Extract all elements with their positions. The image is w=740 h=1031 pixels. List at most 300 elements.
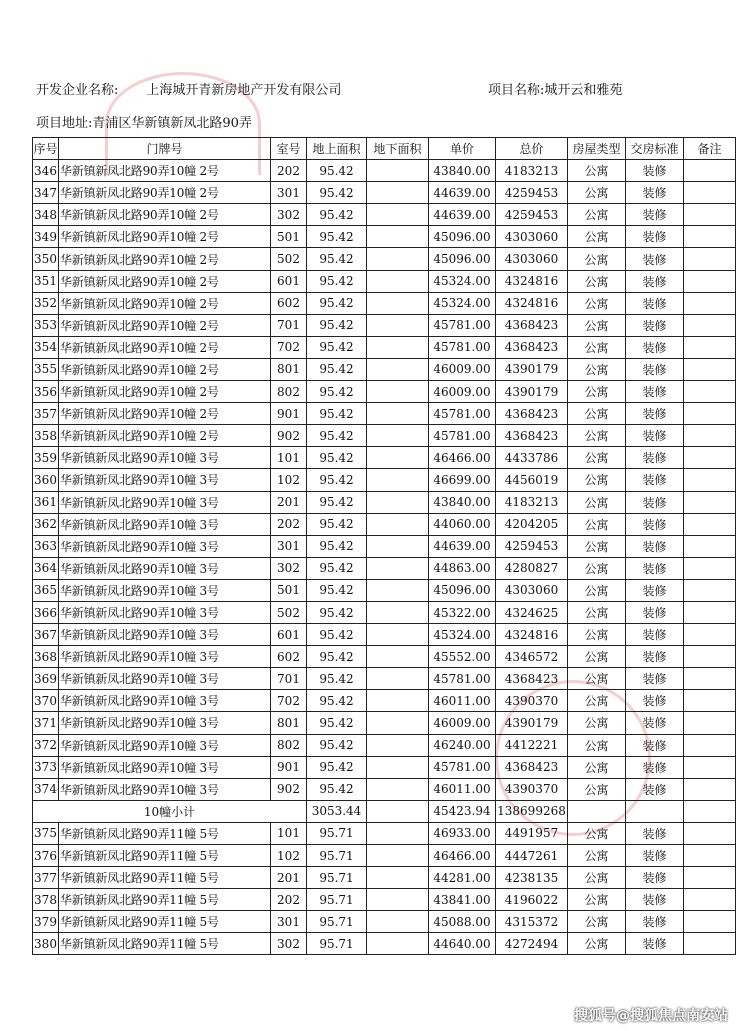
table-row <box>33 447 736 469</box>
cell-no: 364 <box>33 557 59 579</box>
cell-price: 46699.00 <box>429 469 496 491</box>
table-row <box>33 579 736 601</box>
cell-under <box>367 270 429 292</box>
table-row <box>33 712 736 734</box>
cell-area: 95.42 <box>307 646 367 668</box>
cell-under <box>367 712 429 734</box>
cell-area: 95.42 <box>307 557 367 579</box>
table-row <box>33 358 736 380</box>
cell-under <box>367 425 429 447</box>
project-value: 城开云和雅苑 <box>544 83 623 98</box>
cell-note <box>684 601 736 623</box>
cell-under <box>367 381 429 403</box>
cell-area: 95.42 <box>307 160 367 182</box>
cell-note <box>684 381 736 403</box>
table-row <box>33 933 736 955</box>
table-header-row <box>33 138 736 160</box>
cell-room: 901 <box>271 403 307 425</box>
cell-price: 45781.00 <box>429 756 496 778</box>
cell-room: 802 <box>271 734 307 756</box>
cell-no: 377 <box>33 867 59 889</box>
cell-std: 装修 <box>626 889 684 911</box>
cell-area: 95.42 <box>307 579 367 601</box>
cell-note <box>684 270 736 292</box>
cell-room: 201 <box>271 491 307 513</box>
subtotal-row <box>33 800 736 822</box>
cell-std: 装修 <box>626 822 684 844</box>
cell-no: 355 <box>33 358 59 380</box>
cell-addr: 华新镇新凤北路90弄11幢 5号 <box>59 867 271 889</box>
cell-type: 公寓 <box>568 469 626 491</box>
cell-room: 502 <box>271 601 307 623</box>
cell-total: 4324625 <box>496 601 568 623</box>
cell-total: 4346572 <box>496 646 568 668</box>
table-row <box>33 226 736 248</box>
cell-type: 公寓 <box>568 226 626 248</box>
cell-total: 4324816 <box>496 270 568 292</box>
cell-std: 装修 <box>626 646 684 668</box>
cell-std: 装修 <box>626 358 684 380</box>
table-row <box>33 425 736 447</box>
cell-area: 95.42 <box>307 226 367 248</box>
cell-under <box>367 248 429 270</box>
cell-price: 45781.00 <box>429 403 496 425</box>
cell-type: 公寓 <box>568 513 626 535</box>
cell-area: 95.42 <box>307 381 367 403</box>
cell-area: 95.42 <box>307 403 367 425</box>
cell-no: 368 <box>33 646 59 668</box>
table-row <box>33 734 736 756</box>
cell-total: 4447261 <box>496 845 568 867</box>
cell-price: 45324.00 <box>429 624 496 646</box>
cell-price: 45781.00 <box>429 336 496 358</box>
cell-under <box>367 624 429 646</box>
cell-under <box>367 491 429 513</box>
cell-room: 201 <box>271 867 307 889</box>
cell-note <box>684 734 736 756</box>
cell-price: 46466.00 <box>429 447 496 469</box>
cell-note <box>684 469 736 491</box>
cell-area: 95.42 <box>307 513 367 535</box>
cell-total: 4303060 <box>496 579 568 601</box>
cell-price: 44281.00 <box>429 867 496 889</box>
table-row <box>33 292 736 314</box>
cell-no: 357 <box>33 403 59 425</box>
cell-price: 45096.00 <box>429 226 496 248</box>
cell-std: 装修 <box>626 182 684 204</box>
cell-total: 4303060 <box>496 248 568 270</box>
cell-std: 装修 <box>626 226 684 248</box>
cell-room: 101 <box>271 447 307 469</box>
cell-room: 902 <box>271 778 307 800</box>
cell-under <box>367 668 429 690</box>
cell-price: 46240.00 <box>429 734 496 756</box>
cell-no: 369 <box>33 668 59 690</box>
cell-std: 装修 <box>626 579 684 601</box>
subtotal-total: 138699268 <box>496 800 568 822</box>
cell-room: 202 <box>271 513 307 535</box>
cell-note <box>684 911 736 933</box>
subtotal-label: 10幢小计 <box>33 800 307 822</box>
cell-note <box>684 646 736 668</box>
cell-under <box>367 292 429 314</box>
cell-price: 43841.00 <box>429 889 496 911</box>
cell-total: 4280827 <box>496 557 568 579</box>
cell-no: 346 <box>33 160 59 182</box>
cell-no: 353 <box>33 314 59 336</box>
subtotal-note <box>684 800 736 822</box>
cell-no: 379 <box>33 911 59 933</box>
cell-under <box>367 734 429 756</box>
cell-type: 公寓 <box>568 314 626 336</box>
cell-no: 366 <box>33 601 59 623</box>
cell-price: 46011.00 <box>429 690 496 712</box>
cell-under <box>367 601 429 623</box>
cell-note <box>684 425 736 447</box>
cell-note <box>684 160 736 182</box>
cell-no: 356 <box>33 381 59 403</box>
cell-price: 44640.00 <box>429 933 496 955</box>
cell-area: 95.42 <box>307 491 367 513</box>
cell-note <box>684 447 736 469</box>
cell-addr: 华新镇新凤北路90弄10幢 3号 <box>59 668 271 690</box>
cell-area: 95.42 <box>307 690 367 712</box>
cell-std: 装修 <box>626 314 684 336</box>
cell-note <box>684 204 736 226</box>
cell-note <box>684 579 736 601</box>
cell-type: 公寓 <box>568 270 626 292</box>
cell-area: 95.42 <box>307 248 367 270</box>
cell-type: 公寓 <box>568 336 626 358</box>
cell-area: 95.42 <box>307 292 367 314</box>
cell-type: 公寓 <box>568 624 626 646</box>
address-label: 项目地址: <box>36 116 93 131</box>
cell-total: 4390370 <box>496 690 568 712</box>
cell-type: 公寓 <box>568 911 626 933</box>
cell-room: 301 <box>271 911 307 933</box>
cell-price: 44863.00 <box>429 557 496 579</box>
cell-no: 365 <box>33 579 59 601</box>
cell-no: 363 <box>33 535 59 557</box>
cell-total: 4390370 <box>496 778 568 800</box>
cell-room: 302 <box>271 557 307 579</box>
cell-addr: 华新镇新凤北路90弄10幢 3号 <box>59 513 271 535</box>
cell-under <box>367 204 429 226</box>
cell-addr: 华新镇新凤北路90弄10幢 2号 <box>59 403 271 425</box>
column-header: 序号 <box>33 138 59 160</box>
cell-addr: 华新镇新凤北路90弄10幢 3号 <box>59 756 271 778</box>
cell-room: 302 <box>271 204 307 226</box>
cell-no: 367 <box>33 624 59 646</box>
cell-type: 公寓 <box>568 690 626 712</box>
cell-total: 4491957 <box>496 822 568 844</box>
cell-no: 370 <box>33 690 59 712</box>
cell-type: 公寓 <box>568 491 626 513</box>
cell-no: 354 <box>33 336 59 358</box>
cell-type: 公寓 <box>568 601 626 623</box>
cell-note <box>684 822 736 844</box>
cell-room: 902 <box>271 425 307 447</box>
table-body <box>33 160 736 955</box>
cell-type: 公寓 <box>568 579 626 601</box>
cell-under <box>367 535 429 557</box>
cell-room: 301 <box>271 182 307 204</box>
cell-room: 601 <box>271 624 307 646</box>
cell-under <box>367 822 429 844</box>
cell-under <box>367 867 429 889</box>
table-row <box>33 336 736 358</box>
column-header: 地下面积 <box>367 138 429 160</box>
project-label: 项目名称: <box>488 83 545 98</box>
cell-std: 装修 <box>626 425 684 447</box>
cell-std: 装修 <box>626 248 684 270</box>
cell-type: 公寓 <box>568 381 626 403</box>
developer-value: 上海城开青新房地产开发有限公司 <box>146 83 342 98</box>
cell-total: 4324816 <box>496 624 568 646</box>
cell-note <box>684 336 736 358</box>
cell-room: 602 <box>271 646 307 668</box>
cell-addr: 华新镇新凤北路90弄10幢 2号 <box>59 160 271 182</box>
cell-note <box>684 778 736 800</box>
cell-under <box>367 889 429 911</box>
cell-addr: 华新镇新凤北路90弄11幢 5号 <box>59 933 271 955</box>
cell-std: 装修 <box>626 778 684 800</box>
cell-price: 45322.00 <box>429 601 496 623</box>
cell-price: 46466.00 <box>429 845 496 867</box>
cell-type: 公寓 <box>568 248 626 270</box>
cell-std: 装修 <box>626 867 684 889</box>
cell-price: 45324.00 <box>429 292 496 314</box>
cell-area: 95.42 <box>307 756 367 778</box>
cell-addr: 华新镇新凤北路90弄10幢 3号 <box>59 712 271 734</box>
cell-std: 装修 <box>626 403 684 425</box>
cell-total: 4456019 <box>496 469 568 491</box>
cell-price: 45096.00 <box>429 579 496 601</box>
cell-no: 376 <box>33 845 59 867</box>
cell-type: 公寓 <box>568 845 626 867</box>
cell-type: 公寓 <box>568 535 626 557</box>
table-row <box>33 756 736 778</box>
cell-note <box>684 557 736 579</box>
cell-price: 46009.00 <box>429 381 496 403</box>
cell-type: 公寓 <box>568 734 626 756</box>
cell-no: 373 <box>33 756 59 778</box>
cell-no: 359 <box>33 447 59 469</box>
cell-room: 202 <box>271 889 307 911</box>
cell-room: 501 <box>271 579 307 601</box>
cell-addr: 华新镇新凤北路90弄10幢 2号 <box>59 226 271 248</box>
table-row <box>33 270 736 292</box>
column-header: 总价 <box>496 138 568 160</box>
cell-room: 101 <box>271 822 307 844</box>
cell-area: 95.42 <box>307 734 367 756</box>
cell-std: 装修 <box>626 270 684 292</box>
cell-price: 45096.00 <box>429 248 496 270</box>
cell-no: 350 <box>33 248 59 270</box>
cell-addr: 华新镇新凤北路90弄10幢 2号 <box>59 381 271 403</box>
cell-addr: 华新镇新凤北路90弄10幢 3号 <box>59 535 271 557</box>
cell-addr: 华新镇新凤北路90弄10幢 3号 <box>59 601 271 623</box>
cell-no: 351 <box>33 270 59 292</box>
cell-std: 装修 <box>626 160 684 182</box>
cell-area: 95.42 <box>307 204 367 226</box>
cell-price: 46011.00 <box>429 778 496 800</box>
cell-total: 4315372 <box>496 911 568 933</box>
cell-note <box>684 624 736 646</box>
cell-total: 4324816 <box>496 292 568 314</box>
cell-addr: 华新镇新凤北路90弄10幢 2号 <box>59 204 271 226</box>
cell-under <box>367 182 429 204</box>
cell-area: 95.42 <box>307 425 367 447</box>
cell-std: 装修 <box>626 911 684 933</box>
cell-type: 公寓 <box>568 292 626 314</box>
cell-type: 公寓 <box>568 889 626 911</box>
cell-note <box>684 513 736 535</box>
cell-type: 公寓 <box>568 447 626 469</box>
cell-no: 362 <box>33 513 59 535</box>
address-value: 青浦区华新镇新凤北路90弄 <box>92 116 252 131</box>
cell-addr: 华新镇新凤北路90弄11幢 5号 <box>59 911 271 933</box>
cell-addr: 华新镇新凤北路90弄10幢 2号 <box>59 336 271 358</box>
table-row <box>33 513 736 535</box>
cell-total: 4390179 <box>496 712 568 734</box>
table-row <box>33 668 736 690</box>
cell-note <box>684 535 736 557</box>
cell-room: 701 <box>271 314 307 336</box>
project-line <box>488 79 622 98</box>
cell-no: 358 <box>33 425 59 447</box>
cell-room: 502 <box>271 248 307 270</box>
table-row <box>33 204 736 226</box>
cell-type: 公寓 <box>568 358 626 380</box>
developer-line <box>36 79 341 98</box>
cell-total: 4368423 <box>496 403 568 425</box>
cell-area: 95.71 <box>307 889 367 911</box>
cell-total: 4368423 <box>496 425 568 447</box>
cell-addr: 华新镇新凤北路90弄10幢 3号 <box>59 557 271 579</box>
cell-total: 4183213 <box>496 491 568 513</box>
cell-under <box>367 358 429 380</box>
cell-no: 372 <box>33 734 59 756</box>
cell-std: 装修 <box>626 712 684 734</box>
column-header: 门牌号 <box>59 138 271 160</box>
cell-addr: 华新镇新凤北路90弄10幢 2号 <box>59 314 271 336</box>
subtotal-type <box>568 800 626 822</box>
cell-total: 4368423 <box>496 668 568 690</box>
cell-std: 装修 <box>626 557 684 579</box>
cell-type: 公寓 <box>568 160 626 182</box>
cell-total: 4368423 <box>496 314 568 336</box>
cell-note <box>684 712 736 734</box>
cell-area: 95.71 <box>307 822 367 844</box>
table-row <box>33 381 736 403</box>
cell-no: 375 <box>33 822 59 844</box>
address-line <box>36 112 252 131</box>
cell-price: 46009.00 <box>429 712 496 734</box>
table-row <box>33 535 736 557</box>
cell-total: 4390179 <box>496 381 568 403</box>
cell-type: 公寓 <box>568 933 626 955</box>
cell-addr: 华新镇新凤北路90弄10幢 3号 <box>59 447 271 469</box>
cell-no: 360 <box>33 469 59 491</box>
cell-area: 95.42 <box>307 469 367 491</box>
cell-note <box>684 845 736 867</box>
cell-under <box>367 933 429 955</box>
cell-no: 349 <box>33 226 59 248</box>
table-row <box>33 911 736 933</box>
cell-note <box>684 358 736 380</box>
cell-no: 348 <box>33 204 59 226</box>
table-row <box>33 624 736 646</box>
cell-room: 801 <box>271 712 307 734</box>
cell-total: 4433786 <box>496 447 568 469</box>
table-row <box>33 248 736 270</box>
cell-addr: 华新镇新凤北路90弄10幢 3号 <box>59 778 271 800</box>
cell-price: 45552.00 <box>429 646 496 668</box>
cell-note <box>684 668 736 690</box>
cell-no: 374 <box>33 778 59 800</box>
cell-room: 702 <box>271 690 307 712</box>
cell-total: 4259453 <box>496 204 568 226</box>
cell-std: 装修 <box>626 292 684 314</box>
cell-total: 4259453 <box>496 535 568 557</box>
cell-price: 45088.00 <box>429 911 496 933</box>
cell-price: 44639.00 <box>429 204 496 226</box>
cell-total: 4368423 <box>496 336 568 358</box>
cell-type: 公寓 <box>568 778 626 800</box>
cell-type: 公寓 <box>568 646 626 668</box>
cell-under <box>367 314 429 336</box>
cell-room: 601 <box>271 270 307 292</box>
price-table <box>32 137 736 955</box>
cell-total: 4204205 <box>496 513 568 535</box>
cell-total: 4368423 <box>496 756 568 778</box>
subtotal-std <box>626 800 684 822</box>
cell-std: 装修 <box>626 491 684 513</box>
cell-under <box>367 778 429 800</box>
cell-std: 装修 <box>626 933 684 955</box>
cell-std: 装修 <box>626 381 684 403</box>
subtotal-area: 3053.44 <box>307 800 367 822</box>
cell-under <box>367 336 429 358</box>
cell-std: 装修 <box>626 447 684 469</box>
cell-type: 公寓 <box>568 204 626 226</box>
column-header: 备注 <box>684 138 736 160</box>
table-row <box>33 646 736 668</box>
table-row <box>33 601 736 623</box>
cell-room: 501 <box>271 226 307 248</box>
cell-price: 46933.00 <box>429 822 496 844</box>
table-row <box>33 403 736 425</box>
cell-price: 45781.00 <box>429 668 496 690</box>
cell-no: 361 <box>33 491 59 513</box>
cell-std: 装修 <box>626 668 684 690</box>
subtotal-price: 45423.94 <box>429 800 496 822</box>
cell-note <box>684 491 736 513</box>
cell-addr: 华新镇新凤北路90弄10幢 3号 <box>59 491 271 513</box>
cell-note <box>684 690 736 712</box>
cell-std: 装修 <box>626 845 684 867</box>
cell-total: 4272494 <box>496 933 568 955</box>
cell-note <box>684 292 736 314</box>
cell-std: 装修 <box>626 204 684 226</box>
cell-room: 102 <box>271 469 307 491</box>
cell-type: 公寓 <box>568 712 626 734</box>
cell-area: 95.71 <box>307 933 367 955</box>
cell-addr: 华新镇新凤北路90弄10幢 3号 <box>59 579 271 601</box>
column-header: 地上面积 <box>307 138 367 160</box>
cell-price: 45781.00 <box>429 314 496 336</box>
